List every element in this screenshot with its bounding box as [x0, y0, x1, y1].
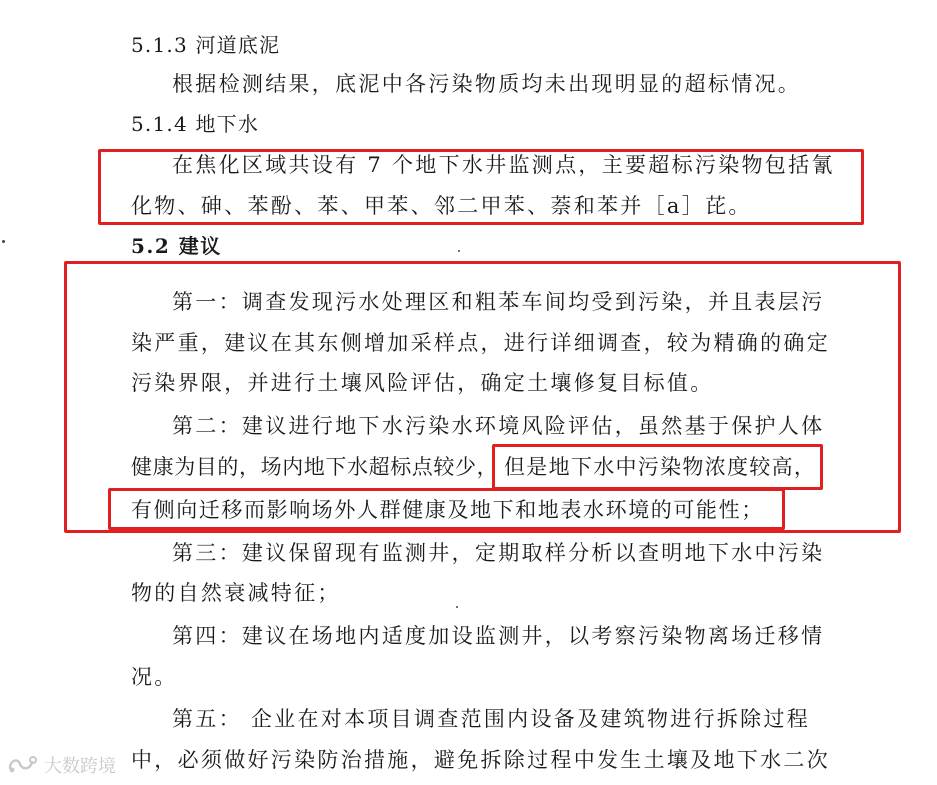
- paragraph-line: 况。: [131, 665, 178, 689]
- paragraph-line: 第三：建议保留现有监测井，定期取样分析以查明地下水中污染: [172, 541, 825, 565]
- highlight-box-migration: [108, 488, 785, 530]
- highlight-box-concentration: [492, 444, 823, 490]
- paragraph-line: 第一：调查发现污水处理区和粗苯车间均受到污染，并且表层污: [172, 290, 825, 314]
- watermark-text: 大数跨境: [44, 756, 116, 777]
- paragraph-line: 第五： 企业在对本项目调查范围内设备及建筑物进行拆除过程: [172, 707, 811, 731]
- paragraph-line: 污染界限，并进行土壤风险评估，确定土壤修复目标值。: [131, 371, 714, 395]
- highlight-box-groundwater: [98, 149, 864, 225]
- scan-speck: [458, 250, 460, 252]
- paragraph-line: 化物、砷、苯酚、苯、甲苯、邻二甲苯、萘和苯并［a］芘。: [131, 194, 752, 218]
- scan-speck: [456, 606, 458, 608]
- paragraph-line: 但是地下水中污染物浓度较高，: [504, 455, 817, 479]
- paragraph-line: 第二：建议进行地下水污染水环境风险评估，虽然基于保护人体: [172, 414, 825, 438]
- paragraph-line: 根据检测结果，底泥中各污染物质均未出现明显的超标情况。: [172, 72, 802, 96]
- watermark: [6, 752, 116, 778]
- paragraph-line: 在焦化区域共设有 7 个地下水井监测点，主要超标污染物包括氰: [172, 153, 835, 177]
- section-heading-5-1-3: 5.1.3 河道底泥: [131, 33, 281, 57]
- section-heading-5-1-4: 5.1.4 地下水: [131, 112, 260, 136]
- paragraph-line: 中，必须做好污染防治措施，避免拆除过程中发生土壤及地下水二次: [131, 748, 830, 772]
- paragraph-line: 第四：建议在场地内适度加设监测井，以考察污染物离场迁移情: [172, 624, 825, 648]
- paragraph-line: 健康为目的，场内地下水超标点较少，: [131, 455, 499, 479]
- paragraph-line: 染严重，建议在其东侧增加采样点，进行详细调查，较为精确的确定: [131, 331, 830, 355]
- paragraph-line: 物的自然衰减特征；: [131, 581, 341, 605]
- scan-speck: [2, 240, 5, 243]
- section-heading-5-2: 5.2 建议: [131, 234, 222, 258]
- paragraph-line: 有侧向迁移而影响场外人群健康及地下和地表水环境的可能性；: [131, 498, 764, 522]
- logo-icon: [6, 754, 40, 776]
